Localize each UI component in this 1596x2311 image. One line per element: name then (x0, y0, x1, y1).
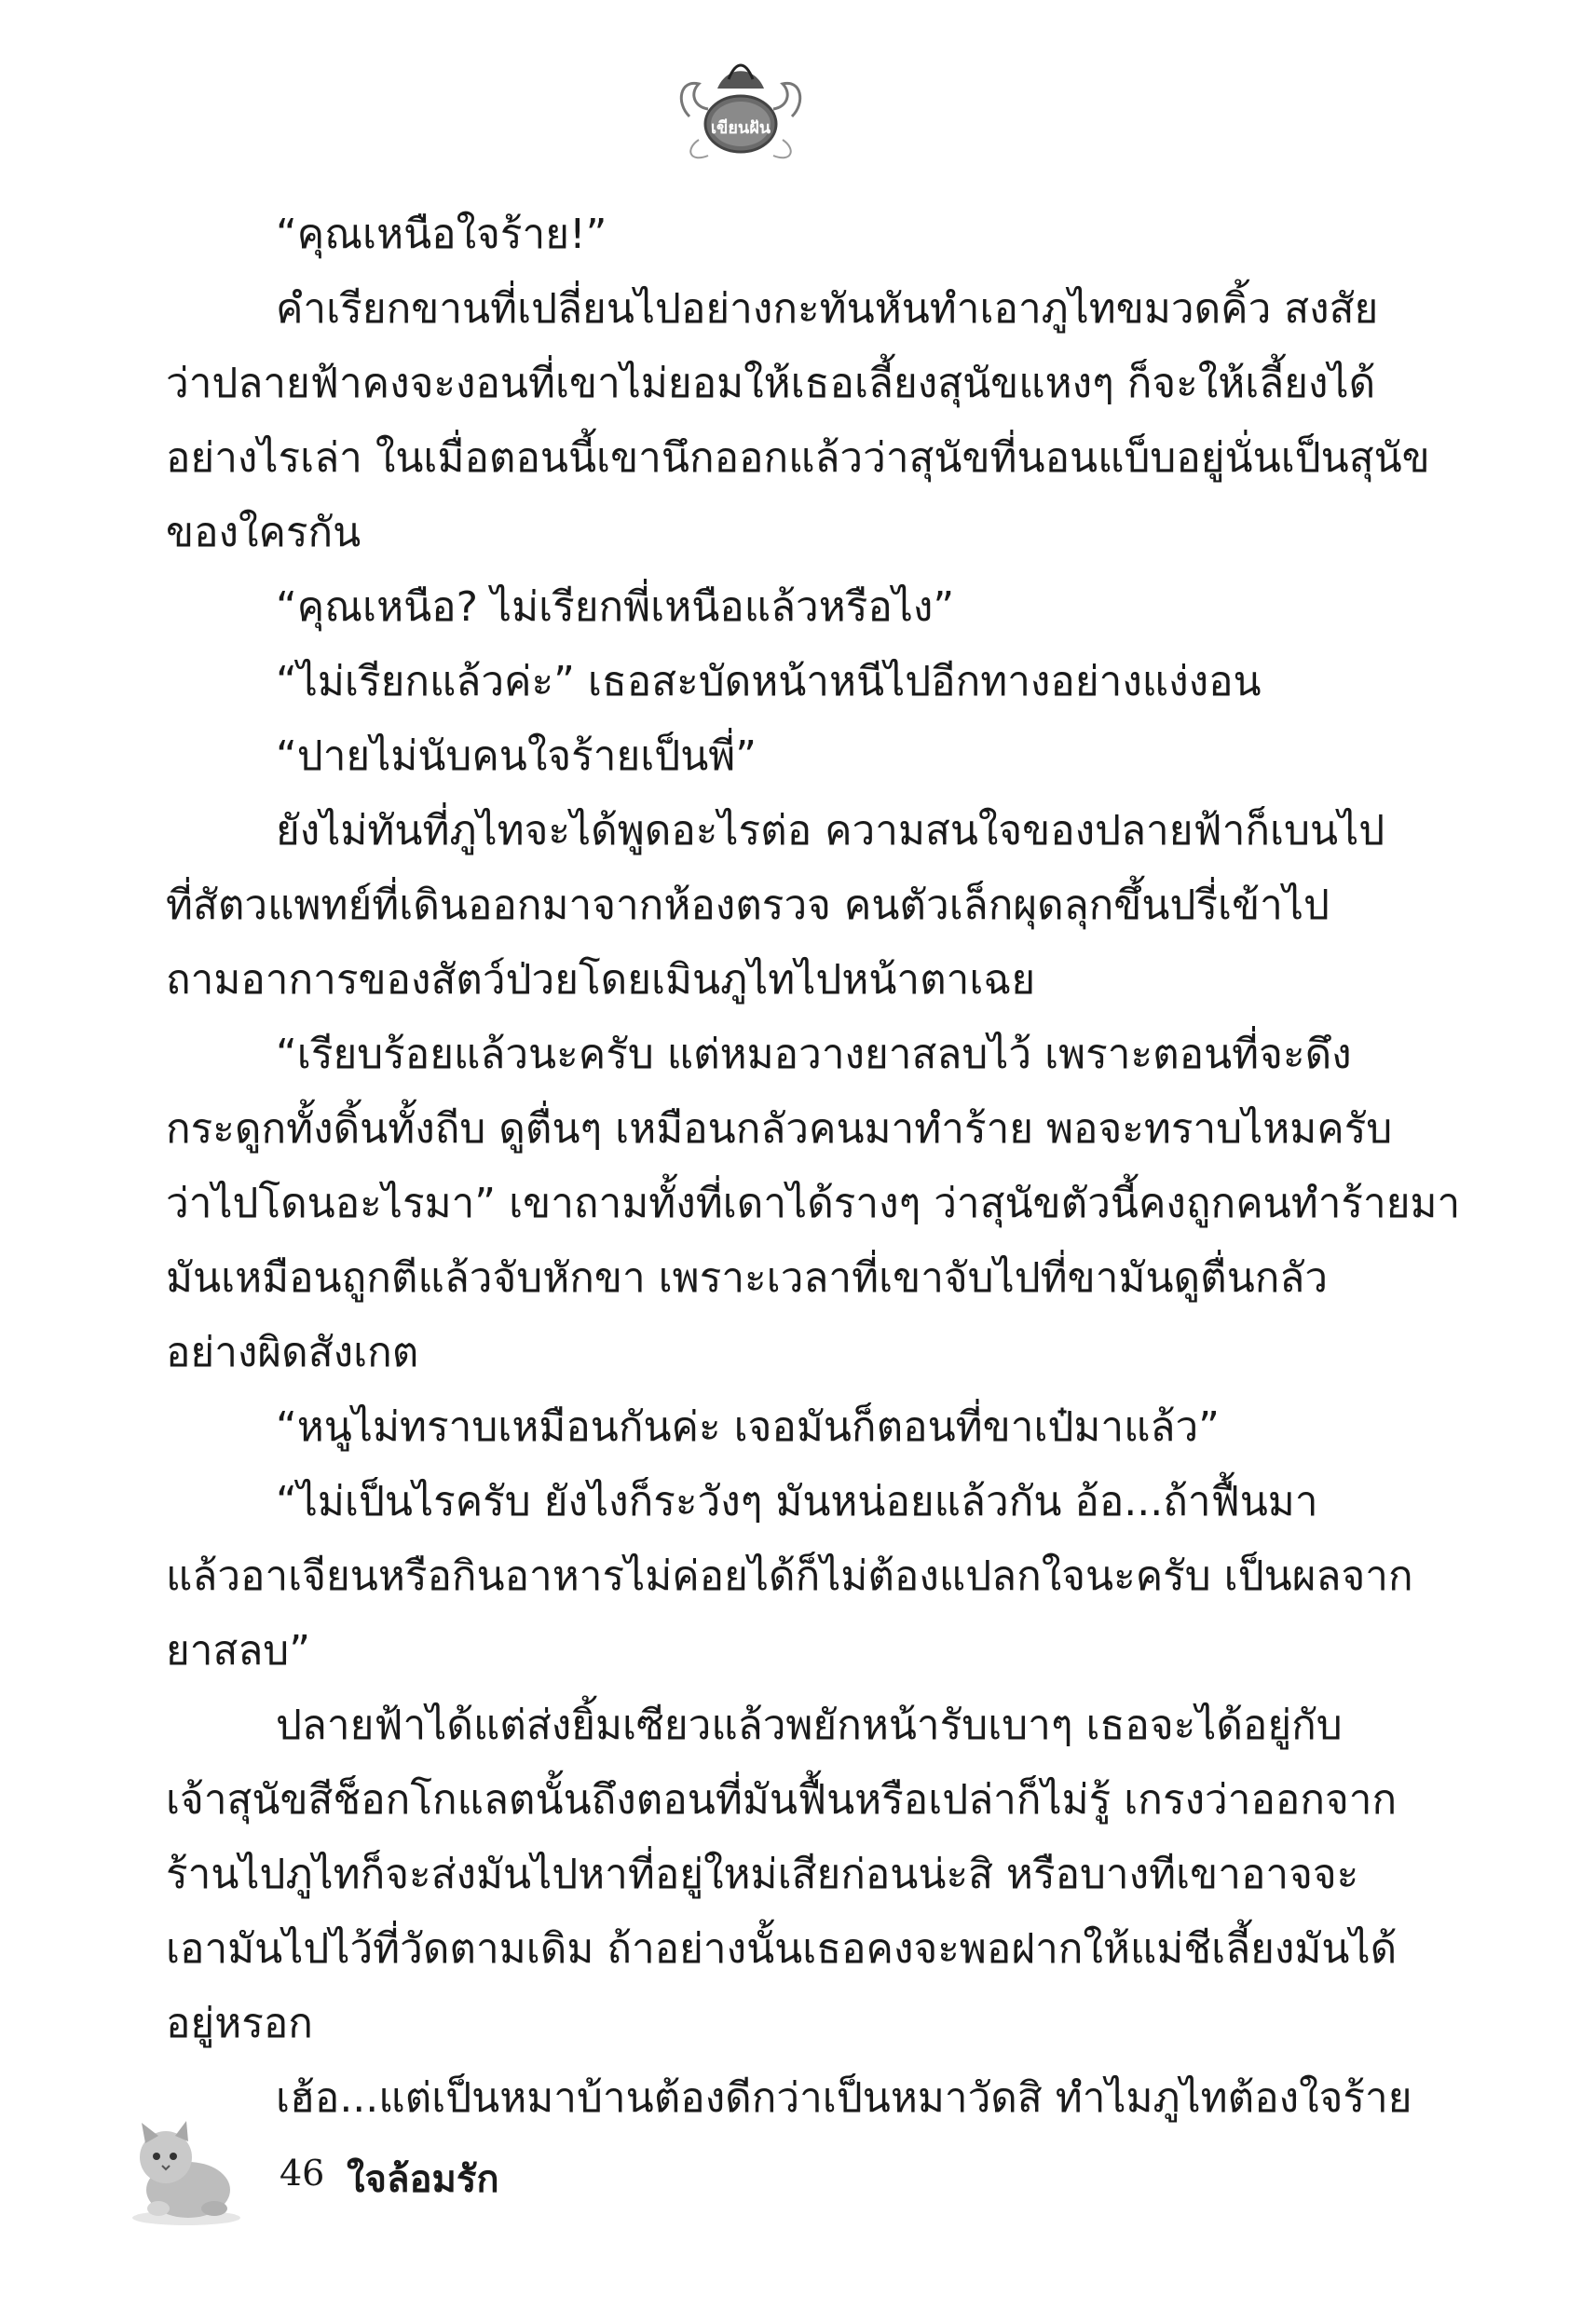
text-line: “คุณเหนือใจร้าย!” (276, 211, 607, 258)
text-line: อย่างไรเล่า ในเมื่อตอนนี้เขานึกออกแล้วว่าสุนัขที่นอนแบ็บอยู่นั่นเป็นสุนัข (166, 434, 1430, 482)
text-line: ปลายฟ้าได้แต่ส่งยิ้มเซียวแล้วพยักหน้ารับเบาๆ เธอจะได้อยู่กับ (276, 1702, 1343, 1749)
publisher-logo (671, 51, 811, 172)
text-line: ถามอาการของสัตว์ป่วยโดยเมินภูไทไปหน้าตาเฉย (166, 956, 1036, 1004)
publisher-logo-emblem (671, 51, 811, 172)
text-line: “ปายไม่นับคนใจร้ายเป็นพี่” (276, 732, 757, 780)
text-line: กระดูกทั้งดิ้นทั้งถีบ ดูตื่นๆ เหมือนกลัวคนมาทำร้าย พอจะทราบไหมครับ (166, 1105, 1393, 1153)
publisher-logo-text: เขียนฝัน (710, 118, 771, 138)
text-line: แล้วอาเจียนหรือกินอาหารไม่ค่อยได้ก็ไม่ต้องแปลกใจนะครับ เป็นผลจาก (166, 1552, 1413, 1600)
text-line: ที่สัตวแพทย์ที่เดินออกมาจากห้องตรวจ คนตัวเล็กผุดลุกขึ้นปรี่เข้าไป (166, 882, 1330, 929)
page-footer (121, 2115, 680, 2236)
kitten-illustration (121, 2115, 242, 2227)
text-line: ยาสลบ” (166, 1627, 311, 1675)
text-line: “คุณเหนือ? ไม่เรียกพี่เหนือแล้วหรือไง” (276, 583, 955, 631)
kitten-photo (121, 2115, 242, 2227)
text-line: ของใครกัน (166, 509, 361, 556)
book-title: ใจล้อมรัก (347, 2158, 499, 2201)
body-text (166, 198, 1461, 2136)
text-line: อยู่หรอก (166, 2000, 313, 2047)
text-line: ว่าไปโดนอะไรมา” เขาถามทั้งที่เดาได้รางๆ ว่าสุนัขตัวนี้คงถูกคนทำร้ายมา (166, 1180, 1461, 1227)
text-line: ว่าปลายฟ้าคงจะงอนที่เขาไม่ยอมให้เธอเลี้ยงสุนัขแหงๆ ก็จะให้เลี้ยงได้ (166, 360, 1376, 407)
text-line: อย่างผิดสังเกต (166, 1329, 419, 1376)
text-line: “ไม่เป็นไรครับ ยังไงก็ระวังๆ มันหน่อยแล้วกัน อ้อ...ถ้าฟื้นมา (276, 1478, 1318, 1525)
text-line: เอามันไปไว้ที่วัดตามเดิม ถ้าอย่างนั้นเธอคงจะพอฝากให้แม่ชีเลี้ยงมันได้ (166, 1925, 1398, 1973)
text-line: มันเหมือนถูกตีแล้วจับหักขา เพราะเวลาที่เขาจับไปที่ขามันดูตื่นกลัว (166, 1254, 1329, 1302)
text-line: ร้านไปภูไทก็จะส่งมันไปหาที่อยู่ใหม่เสียก่อนน่ะสิ หรือบางทีเขาอาจจะ (166, 1851, 1359, 1898)
text-line: คำเรียกขานที่เปลี่ยนไปอย่างกะทันหันทำเอาภูไทขมวดคิ้ว สงสัย (276, 285, 1379, 333)
text-line: “หนูไม่ทราบเหมือนกันค่ะ เจอมันก็ตอนที่ขาเป๋มาแล้ว” (276, 1403, 1220, 1451)
text-line: “ไม่เรียกแล้วค่ะ” เธอสะบัดหน้าหนีไปอีกทางอย่างแง่งอน (276, 658, 1262, 705)
text-line: เฮ้อ...แต่เป็นหมาบ้านต้องดีกว่าเป็นหมาวัดสิ ทำไมภูไทต้องใจร้าย (276, 2074, 1412, 2122)
text-line: เจ้าสุนัขสีช็อกโกแลตนั้นถึงตอนที่มันฟื้นหรือเปล่าก็ไม่รู้ เกรงว่าออกจาก (166, 1776, 1398, 1824)
text-line: “เรียบร้อยแล้วนะครับ แต่หมอวางยาสลบไว้ เพราะตอนที่จะดึง (276, 1031, 1352, 1078)
text-line: ยังไม่ทันที่ภูไทจะได้พูดอะไรต่อ ความสนใจของปลายฟ้าก็เบนไป (276, 807, 1385, 855)
page-number: 46 (280, 2153, 325, 2194)
